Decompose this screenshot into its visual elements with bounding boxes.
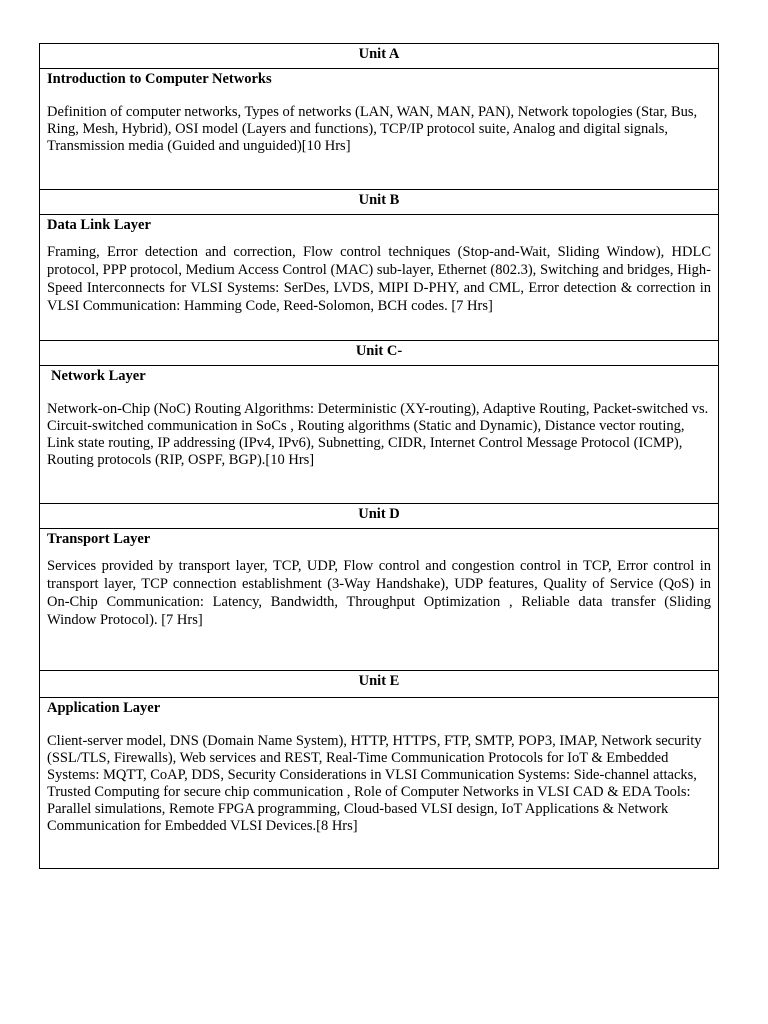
unit-b-body: [40, 217, 718, 341]
unit-a-header: Unit A: [40, 44, 718, 69]
unit-e-body: [40, 700, 718, 868]
unit-a-title: Introduction to Computer Networks: [47, 71, 272, 87]
syllabus-table: [39, 43, 719, 869]
unit-c-body: [40, 368, 718, 504]
unit-e-content: Client-server model, DNS (Domain Name System), HTTP, HTTPS, FTP, SMTP, POP3, IMAP, Network security (SSL/TLS, Firewalls), Web services and REST, Real-Time Communication Protocols for IoT & Embedded Systems: MQTT, CoAP, DDS, Security Considerations in VLSI Communication Systems: Side-channel attacks, Trusted Computing for secure chip communication , Role of Computer Networks in VLSI CAD & EDA Tools: Parallel simulations, Remote FPGA programming, Cloud-based VLSI design, IoT Applications & Network Communication for Embedded VLSI Devices.[8 Hrs]: [47, 733, 702, 834]
unit-c-content: Network-on-Chip (NoC) Routing Algorithms: Deterministic (XY-routing), Adaptive Routing, Packet-switched vs. Circuit-switched communication in SoCs , Routing algorithms (Static and Dynamic), Distance vector routing, Link state routing, IP addressing (IPv4, IPv6), Subnetting, CIDR, Internet Control Message Protocol (ICMP), Routing protocols (RIP, OSPF, BGP).[10 Hrs]: [47, 401, 709, 468]
unit-b-title: Data Link Layer: [47, 217, 151, 233]
unit-d-content: Services provided by transport layer, TCP, UDP, Flow control and congestion control in TCP, Error control in transport layer, TCP connection establishment (3-Way Handshake), UDP features, Quality of Service (QoS) in On-Chip Communication: Latency, Bandwidth, Throughput Optimization , Reliable data transfer (Sliding Window Protocol). [7 Hrs]: [47, 558, 711, 628]
unit-c-header: Unit C-: [40, 341, 718, 366]
unit-b-header: Unit B: [40, 190, 718, 215]
unit-d-body: [40, 531, 718, 671]
unit-a-content: Definition of computer networks, Types of networks (LAN, WAN, MAN, PAN), Network topologies (Star, Bus, Ring, Mesh, Hybrid), OSI model (Layers and functions), TCP/IP protocol suite, Analog and digital signals, Transmission media (Guided and unguided)[10 Hrs]: [47, 104, 698, 154]
unit-c-title: Network Layer: [51, 368, 146, 384]
unit-e-header: Unit E: [40, 671, 718, 698]
unit-a-body: [40, 71, 718, 190]
unit-b-content: Framing, Error detection and correction, Flow control techniques (Stop-and-Wait, Sliding Window), HDLC protocol, PPP protocol, Medium Access Control (MAC) sub-layer, Ethernet (802.3), Switching and bridges, High-Speed Interconnects for VLSI Systems: SerDes, LVDS, MIPI D-PHY, and CML, Error detection & correction in VLSI Communication: Hamming Code, Reed-Solomon, BCH codes. [7 Hrs]: [47, 244, 711, 314]
unit-e-title: Application Layer: [47, 700, 161, 716]
unit-d-title: Transport Layer: [47, 531, 151, 547]
unit-d-header: Unit D: [40, 504, 718, 529]
